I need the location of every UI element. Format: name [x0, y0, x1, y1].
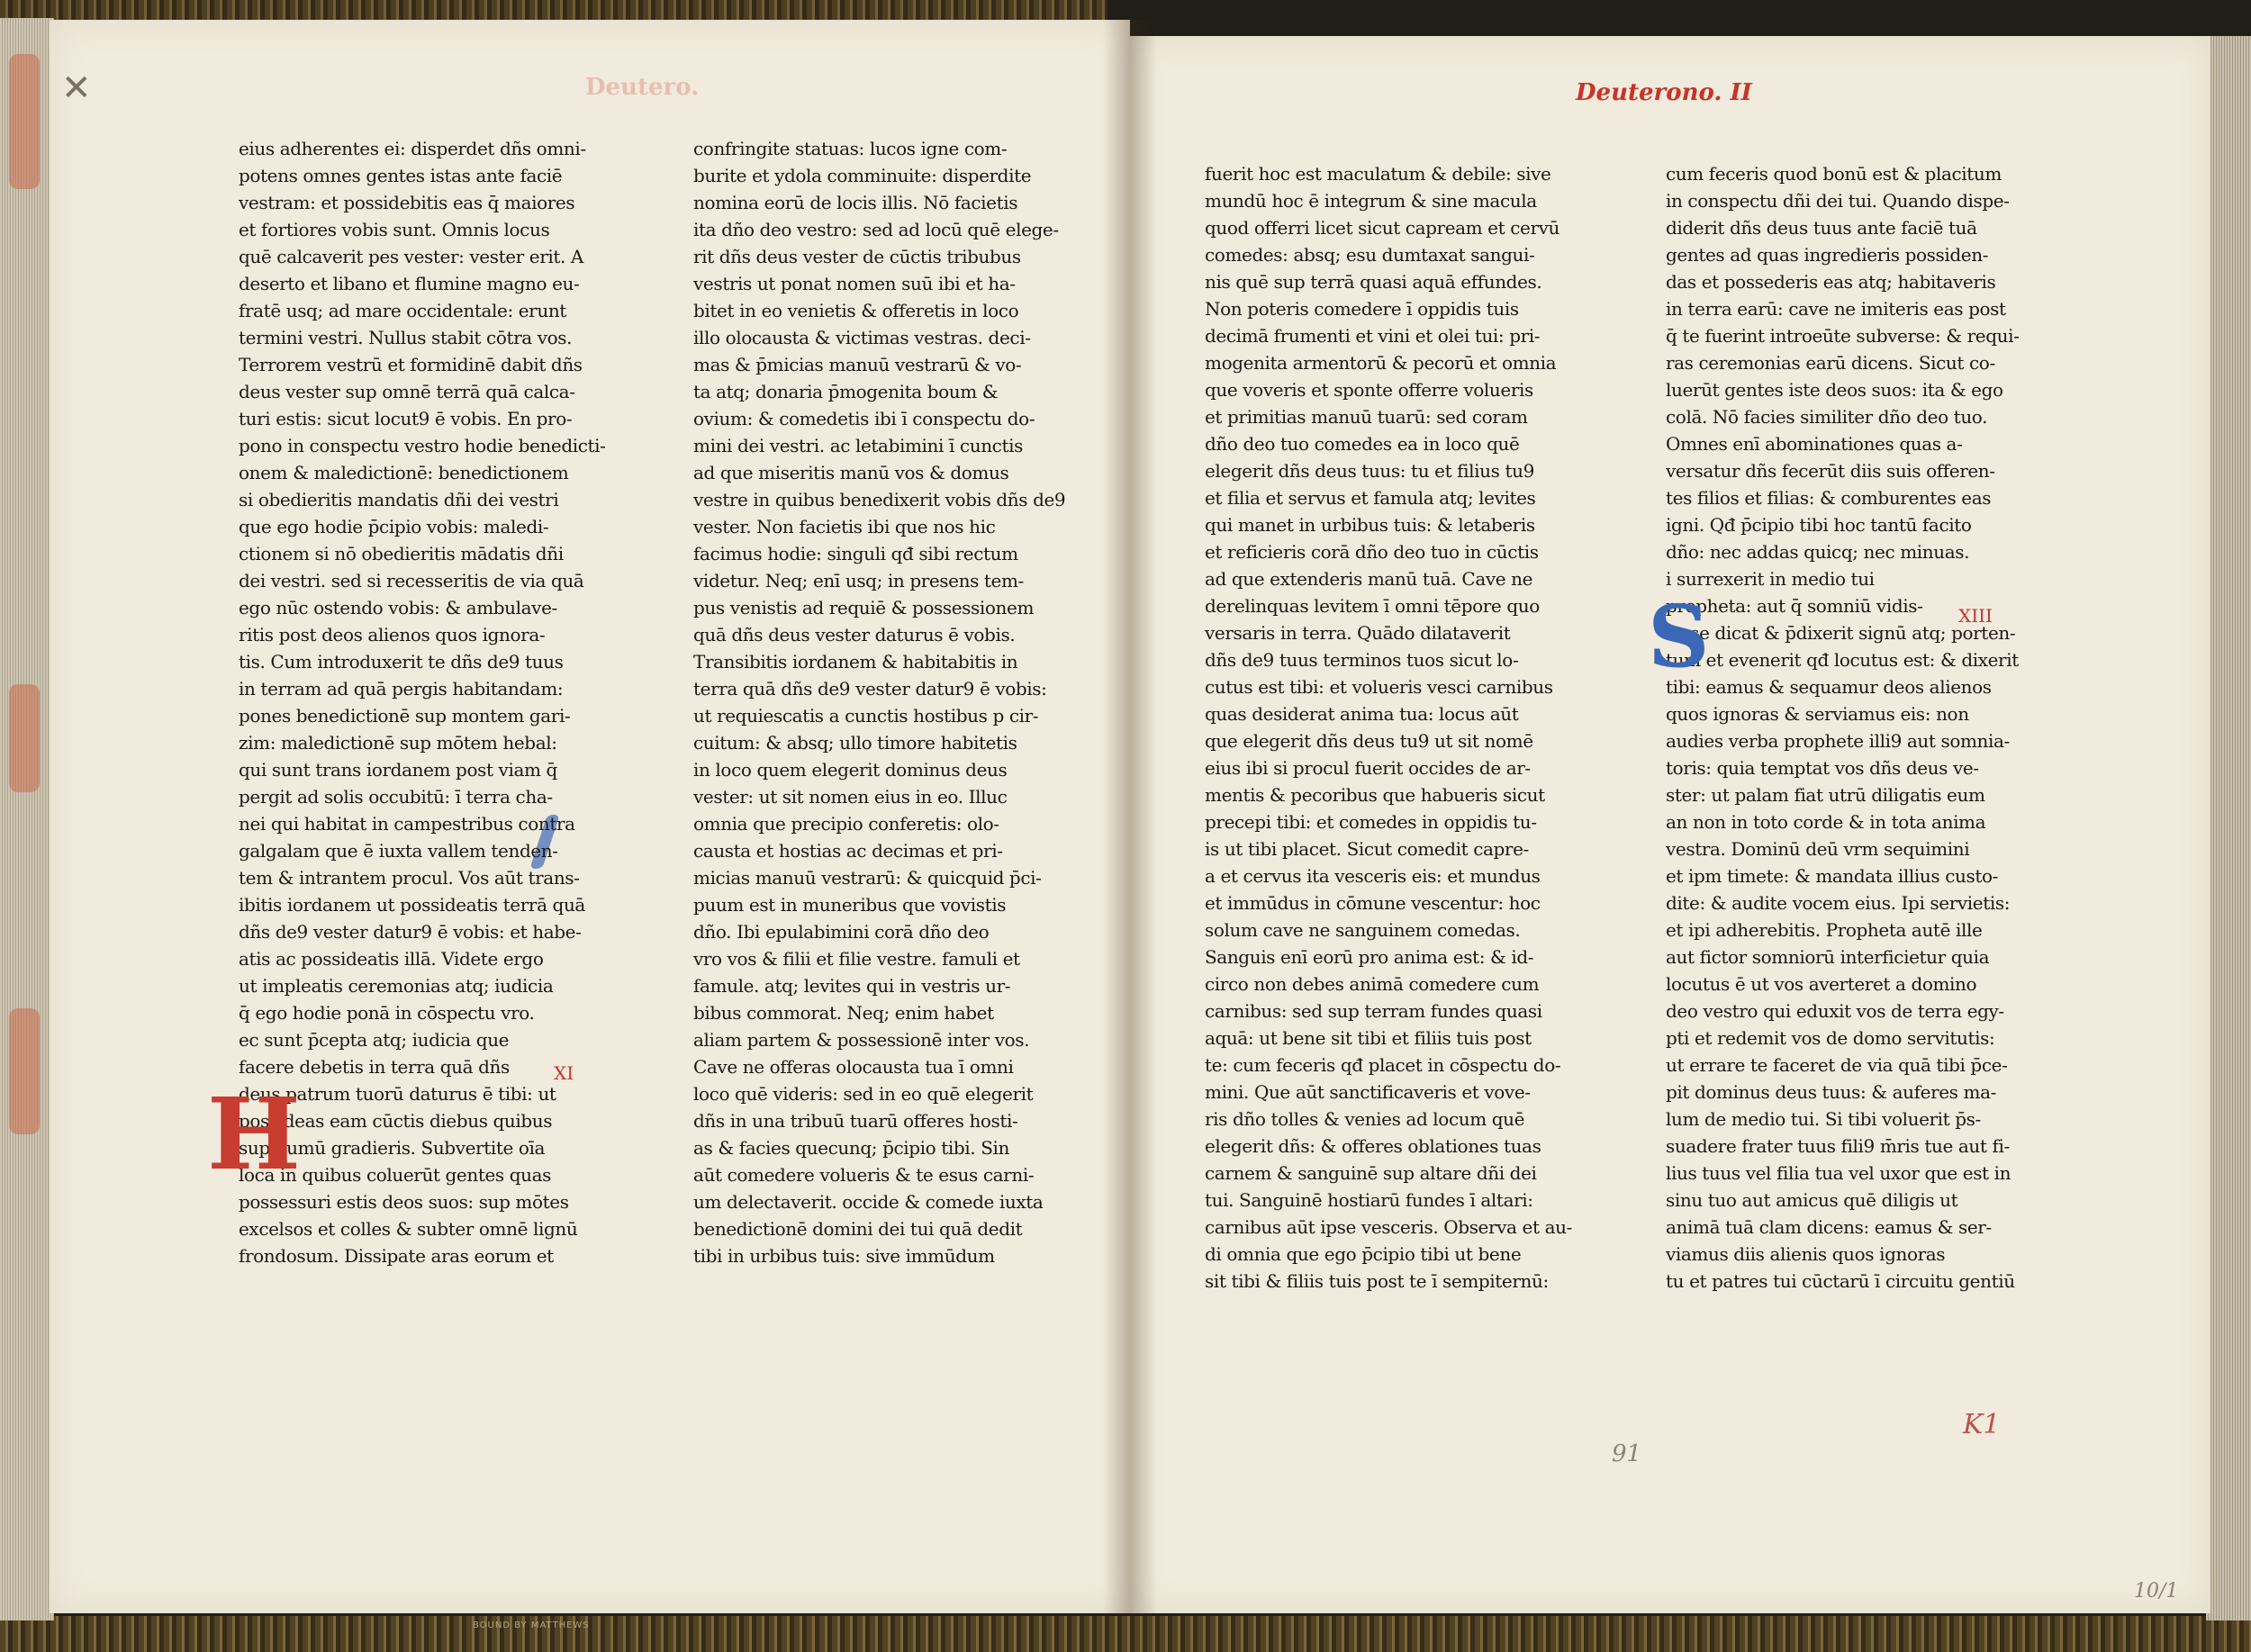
gilt-tooling-top — [0, 0, 1107, 20]
text-line: et reficieris corā dño deo tuo in cūctis — [1205, 541, 1539, 563]
text-line: tes filios et filias: & comburentes eas — [1666, 487, 1992, 509]
text-line: ras ceremonias earū dicens. Sicut co- — [1666, 352, 1995, 374]
text-line: bitet in eo venietis & offeretis in loco — [693, 300, 1019, 321]
text-line: et primitias manuū tuarū: sed coram — [1205, 406, 1528, 428]
text-line: et ipi adherebitis. Propheta autē ille — [1666, 919, 1983, 941]
text-line: locutus ē ut vos averteret a domino — [1666, 973, 1977, 995]
text-line: Cave ne offeras olocausta tua ī omni — [693, 1056, 1014, 1078]
text-line: viamus diis alienis quos ignoras — [1666, 1243, 1946, 1265]
text-line: videtur. Neq; enī usq; in presens tem- — [693, 570, 1024, 591]
text-line: galgalam que ē iuxta vallem tenden- — [239, 840, 558, 862]
text-line: ut errare te faceret de via quā tibi p̄ce- — [1666, 1054, 2008, 1076]
text-line: ut requiescatis a cunctis hostibus p cir- — [693, 705, 1039, 727]
text-line: q̄ ego hodie ponā in cōspectu vro. — [239, 1002, 535, 1024]
text-line: colā. Nō facies similiter dño deo tuo. — [1666, 406, 1988, 428]
text-line: termini vestri. Nullus stabit cōtra vos. — [239, 327, 573, 348]
text-line: as & facies quecunq; p̄cipio tibi. Sin — [693, 1137, 1009, 1159]
text-line: q̄ te fuerint introeūte subverse: & requi- — [1666, 325, 2020, 347]
text-line: sit tibi & filiis tuis post te ī sempiternū: — [1205, 1270, 1549, 1292]
text-line: vestram: et possidebitis eas q̄ maiores — [239, 192, 575, 213]
pencil-mark-icon: ✕ — [61, 68, 92, 109]
text-line: aquā: ut bene sit tibi et filiis tuis post — [1205, 1027, 1532, 1049]
text-line: Omnes enī abominationes quas a- — [1666, 433, 1963, 455]
text-line: precepi tibi: et comedes in oppidis tu- — [1205, 811, 1537, 833]
text-line: pono in conspectu vestro hodie benedicti- — [239, 435, 606, 456]
text-line: turi estis: sicut locut9 ē vobis. En pro- — [239, 408, 573, 429]
text-line: loco quē videris: sed in eo quē elegerit — [693, 1083, 1034, 1105]
text-line: mas & p̄micias manuū vestrarū & vo- — [693, 354, 1022, 375]
text-line: sup humū gradieris. Subvertite oīa — [239, 1137, 546, 1159]
rubric-offset-mark — [9, 684, 40, 792]
text-line: audies verba prophete illi9 aut somnia- — [1666, 730, 2010, 752]
text-line: lum de medio tui. Si tibi voluerit p̄s- — [1666, 1108, 1981, 1130]
text-line: comedes: absq; esu dumtaxat sangui- — [1205, 244, 1535, 266]
text-line: mini. Que aūt sanctificaveris et vove- — [1205, 1081, 1531, 1103]
text-line: facere debetis in terra quā dñs — [239, 1056, 510, 1078]
text-line: terra quā dñs de9 vester datur9 ē vobis: — [693, 678, 1047, 700]
text-line: i surrexerit in medio tui — [1666, 568, 1875, 590]
text-line: in terra earū: cave ne imiteris eas post — [1666, 298, 2006, 320]
folio-number: 10/1 — [2134, 1580, 2179, 1602]
text-line: loca in quibus coluerūt gentes quas — [239, 1164, 552, 1186]
text-line: si obedieritis mandatis dñi dei vestri — [239, 489, 559, 510]
text-line: et immūdus in cōmune vescentur: hoc — [1205, 892, 1541, 914]
text-line: circo non debes animā comedere cum — [1205, 973, 1540, 995]
text-line: que ego hodie p̄cipio vobis: maledi- — [239, 516, 549, 537]
text-line: elegerit dñs deus tuus: tu et filius tu9 — [1205, 460, 1534, 482]
text-line: nis quē sup terrā quasi aquā effundes. — [1205, 271, 1542, 293]
text-line: eius adherentes ei: disperdet dñs omni- — [239, 138, 586, 159]
text-line: propheta: aut q̄ somniū vidis- — [1666, 595, 1923, 617]
text-line: igni. Qđ p̄cipio tibi hoc tantū facito — [1666, 514, 1972, 536]
text-line: di omnia que ego p̄cipio tibi ut bene — [1205, 1243, 1522, 1265]
text-line: das et possederis eas atq; habitaveris — [1666, 271, 1996, 293]
text-line: facimus hodie: singuli qđ sibi rectum — [693, 543, 1018, 564]
text-line: cum feceris quod bonū est & placitum — [1666, 163, 2002, 185]
text-line: que voveris et sponte offerre volueris — [1205, 379, 1533, 401]
text-line: excelsos et colles & subter omnē lignū — [239, 1218, 578, 1240]
text-line: Non poteris comedere ī oppidis tuis — [1205, 298, 1519, 320]
text-line: dñs de9 vester datur9 ē vobis: et habe- — [239, 921, 582, 943]
text-line: deserto et libano et flumine magno eu- — [239, 273, 580, 294]
text-line: ad que miseritis manū vos & domus — [693, 462, 1009, 483]
text-line: dño deo tuo comedes ea in loco quē — [1205, 433, 1520, 455]
text-line: vestre in quibus benedixerit vobis dñs de9 — [693, 489, 1066, 510]
text-line: et filia et servus et famula atq; levites — [1205, 487, 1536, 509]
text-line: quos ignoras & serviamus eis: non — [1666, 703, 1969, 725]
rubric-offset-mark — [9, 54, 40, 189]
chapter-marker: XIII — [1958, 605, 1993, 627]
text-line: potens omnes gentes istas ante faciē — [239, 165, 563, 186]
text-line: versatur dñs fecerūt diis suis offeren- — [1666, 460, 1995, 482]
text-line: nei qui habitat in campestribus contra — [239, 813, 575, 835]
text-line: ad que extenderis manū tuā. Cave ne — [1205, 568, 1533, 590]
text-line: deus vester sup omnē terrā quā calca- — [239, 381, 575, 402]
text-line: a et cervus ita vesceris eis: et mundus — [1205, 865, 1541, 887]
text-line: et ipm timete: & mandata illius custo- — [1666, 865, 1998, 887]
text-line: in loco quem elegerit dominus deus — [693, 759, 1008, 781]
text-line: mentis & pecoribus que habueris sicut — [1205, 784, 1545, 806]
text-line: se se dicat & p̄dixerit signū atq; porten- — [1666, 622, 2016, 644]
text-line: gentes ad quas ingredieris possiden- — [1666, 244, 1989, 266]
text-line: mundū hoc ē integrum & sine macula — [1205, 190, 1537, 212]
binder-stamp: BOUND BY MATTHEWS — [473, 1620, 590, 1630]
text-line: is ut tibi placet. Sicut comedit capre- — [1205, 838, 1529, 860]
text-line: ut impleatis ceremonias atq; iudicia — [239, 975, 554, 997]
text-line: carnibus aūt ipse vesceris. Observa et au- — [1205, 1216, 1572, 1238]
text-line: pti et redemit vos de domo servitutis: — [1666, 1027, 1995, 1049]
text-line: vro vos & filii et filie vestre. famuli et — [693, 948, 1020, 970]
text-line: causta et hostias ac decimas et pri- — [693, 840, 1003, 862]
text-line: dite: & audite vocem eius. Ipi servietis: — [1666, 892, 2011, 914]
book-gutter — [1103, 20, 1157, 1613]
initial-letter: H — [207, 1076, 301, 1192]
text-line: ego nūc ostendo vobis: & ambulave- — [239, 597, 557, 618]
text-line: quas desiderat anima tua: locus aūt — [1205, 703, 1519, 725]
running-head: Deuterono. II — [1576, 79, 1752, 106]
text-line: frondosum. Dissipate aras eorum et — [239, 1245, 554, 1267]
text-line: luerūt gentes iste deos suos: ita & ego — [1666, 379, 2003, 401]
text-line: fratē usq; ad mare occidentale: erunt — [239, 300, 566, 321]
text-line: diderit dñs deus tuus ante faciē tuā — [1666, 217, 1977, 239]
text-line: quā dñs deus vester daturus ē vobis. — [693, 624, 1016, 645]
text-column-right-2 — [1666, 160, 2044, 1295]
text-line: dei vestri. sed si recesseritis de via quā — [239, 570, 584, 591]
initial-letter: S — [1648, 587, 1710, 687]
text-line: cutus est tibi: et volueris vesci carnibus — [1205, 676, 1553, 698]
text-line: te: cum feceris qđ placet in cōspectu do- — [1205, 1054, 1561, 1076]
text-line: puum est in muneribus que vovistis — [693, 894, 1007, 916]
text-line: vestra. Dominū deū vrm sequimini — [1666, 838, 1970, 860]
text-line: decimā frumenti et vini et olei tui: pri- — [1205, 325, 1541, 347]
text-line: deo vestro qui eduxit vos de terra egy- — [1666, 1000, 2004, 1022]
text-line: ita dño deo vestro: sed ad locū quē elege- — [693, 219, 1059, 240]
text-line: qui sunt trans iordanem post viam q̄ — [239, 759, 557, 781]
text-line: sinu tuo aut amicus quē diligis ut — [1666, 1189, 1958, 1211]
text-line: vester. Non facietis ibi que nos hic — [693, 516, 996, 537]
text-line: pergit ad solis occubitū: ī terra cha- — [239, 786, 553, 808]
text-line: ster: ut palam fiat utrū diligatis eum — [1666, 784, 1985, 806]
folio-number: 91 — [1612, 1440, 1642, 1467]
text-line: rit dñs deus vester de cūctis tribubus — [693, 246, 1021, 267]
text-line: mini dei vestri. ac letabimini ī cunctis — [693, 435, 1023, 456]
text-line: tui. Sanguinē hostiarū fundes ī altari: — [1205, 1189, 1533, 1211]
text-line: tu et patres tui cūctarū ī circuitu gentiū — [1666, 1270, 2015, 1292]
text-line: ovium: & comedetis ibi ī conspectu do- — [693, 408, 1035, 429]
left-page-stack — [0, 18, 54, 1620]
text-line: in conspectu dñi dei tui. Quando dispe- — [1666, 190, 2010, 212]
text-line: ec sunt p̄cepta atq; iudicia que — [239, 1029, 510, 1051]
right-page-stack — [2206, 36, 2251, 1620]
text-line: animā tuā clam dicens: eamus & ser- — [1666, 1216, 1992, 1238]
text-line: benedictionē domini dei tui quā dedit — [693, 1218, 1023, 1240]
text-line: bibus commorat. Neq; enim habet — [693, 1002, 994, 1024]
text-line: atis ac possideatis illā. Videte ergo — [239, 948, 544, 970]
text-line: tis. Cum introduxerit te dñs de9 tuus — [239, 651, 564, 673]
text-line: tum et evenerit qđ locutus est: & dixerit — [1666, 649, 2019, 671]
text-line: deus patrum tuorū daturus ē tibi: ut — [239, 1083, 556, 1105]
text-line: qui manet in urbibus tuis: & letaberis — [1205, 514, 1535, 536]
text-line: illo olocausta & victimas vestras. deci- — [693, 327, 1031, 348]
text-line: toris: quia temptat vos dñs deus ve- — [1666, 757, 1979, 779]
text-line: Terrorem vestrū et formidinē dabit dñs — [239, 354, 583, 375]
text-line: dñs de9 tuus terminos tuos sicut lo- — [1205, 649, 1519, 671]
text-line: zim: maledictionē sup mōtem hebal: — [239, 732, 557, 754]
text-line: dño: nec addas quicq; nec minuas. — [1666, 541, 1970, 563]
text-line: pones benedictionē sup montem gari- — [239, 705, 571, 727]
text-line: aut fictor somniorū interficietur quia — [1666, 946, 1990, 968]
text-line: vester: ut sit nomen eius in eo. Illuc — [693, 786, 1008, 808]
text-line: ta atq; donaria p̄mogenita boum & — [693, 381, 999, 402]
text-line: omnia que precipio conferetis: olo- — [693, 813, 999, 835]
text-line: Transibitis iordanem & habitabitis in — [693, 651, 1018, 673]
text-line: ris dño tolles & venies ad locum quē — [1205, 1108, 1525, 1130]
text-line: possessuri estis deos suos: sup mōtes — [239, 1191, 569, 1213]
text-line: burite et ydola comminuite: disperdite — [693, 165, 1032, 186]
quire-signature: K1 — [1963, 1409, 2001, 1440]
text-line: aūt comedere volueris & te esus carni- — [693, 1164, 1035, 1186]
text-line: confringite statuas: lucos igne com- — [693, 138, 1008, 159]
text-line: micias manuū vestrarū: & quicquid p̄ci- — [693, 867, 1042, 889]
text-line: cuitum: & absq; ullo timore habitetis — [693, 732, 1017, 754]
text-line: dño. Ibi epulabimini corā dño deo — [693, 921, 990, 943]
text-line: et fortiores vobis sunt. Omnis locus — [239, 219, 550, 240]
text-line: Sanguis enī eorū pro anima est: & id- — [1205, 946, 1534, 968]
text-line: eius ibi si procul fuerit occides de ar- — [1205, 757, 1531, 779]
text-line: nomina eorū de locis illis. Nō facietis — [693, 192, 1018, 213]
text-line: quē calcaverit pes vester: vester erit. A — [239, 246, 583, 267]
text-line: tibi in urbibus tuis: sive immūdum — [693, 1245, 995, 1267]
text-line: derelinquas levitem ī omni tēpore quo — [1205, 595, 1540, 617]
text-line: que elegerit dñs deus tu9 ut sit nomē — [1205, 730, 1533, 752]
text-line: pit dominus deus tuus: & auferes ma- — [1666, 1081, 1996, 1103]
rubric-offset-mark — [9, 1008, 40, 1134]
text-line: dñs in una tribuū tuarū offeres hosti- — [693, 1110, 1018, 1132]
text-line: solum cave ne sanguinem comedas. — [1205, 919, 1521, 941]
chapter-marker: XI — [554, 1062, 574, 1084]
text-line: versaris in terra. Quādo dilataverit — [1205, 622, 1511, 644]
text-column-right-1 — [1205, 160, 1583, 1295]
text-line: famule. atq; levites qui in vestris ur- — [693, 975, 1011, 997]
text-line: possideas eam cūctis diebus quibus — [239, 1110, 553, 1132]
text-line: vestris ut ponat nomen suū ibi et ha- — [693, 273, 1016, 294]
text-line: suadere frater tuus fili9 m̄ris tue aut fi- — [1666, 1135, 2010, 1157]
text-line: fuerit hoc est maculatum & debile: sive — [1205, 163, 1551, 185]
text-line: carnibus: sed sup terram fundes quasi — [1205, 1000, 1542, 1022]
text-line: ritis post deos alienos quos ignora- — [239, 624, 546, 645]
text-line: lius tuus vel filia tua vel uxor que est in — [1666, 1162, 2011, 1184]
text-line: elegerit dñs: & offeres oblationes tuas — [1205, 1135, 1541, 1157]
text-line: carnem & sanguinē sup altare dñi dei — [1205, 1162, 1537, 1184]
gilt-tooling-bottom — [0, 1616, 2251, 1652]
text-line: ctionem si nō obedieritis mādatis dñi — [239, 543, 564, 564]
text-line: an non in toto corde & in tota anima — [1666, 811, 1986, 833]
text-line: in terram ad quā pergis habitandam: — [239, 678, 564, 700]
text-line: ibitis iordanem ut possideatis terrā quā — [239, 894, 585, 916]
text-column-left-2 — [693, 135, 1071, 1269]
text-line: onem & maledictionē: benedictionem — [239, 462, 569, 483]
text-line: quod offerri licet sicut capream et cervū — [1205, 217, 1559, 239]
text-line: aliam partem & possessionē inter vos. — [693, 1029, 1030, 1051]
text-line: mogenita armentorū & pecorū et omnia — [1205, 352, 1557, 374]
running-head-faint: Deutero. — [585, 74, 700, 101]
text-line: um delectaverit. occide & comede iuxta — [693, 1191, 1044, 1213]
text-line: tibi: eamus & sequamur deos alienos — [1666, 676, 1992, 698]
text-line: pus venistis ad requiē & possessionem — [693, 597, 1035, 618]
text-line: tem & intrantem procul. Vos aūt trans- — [239, 867, 580, 889]
